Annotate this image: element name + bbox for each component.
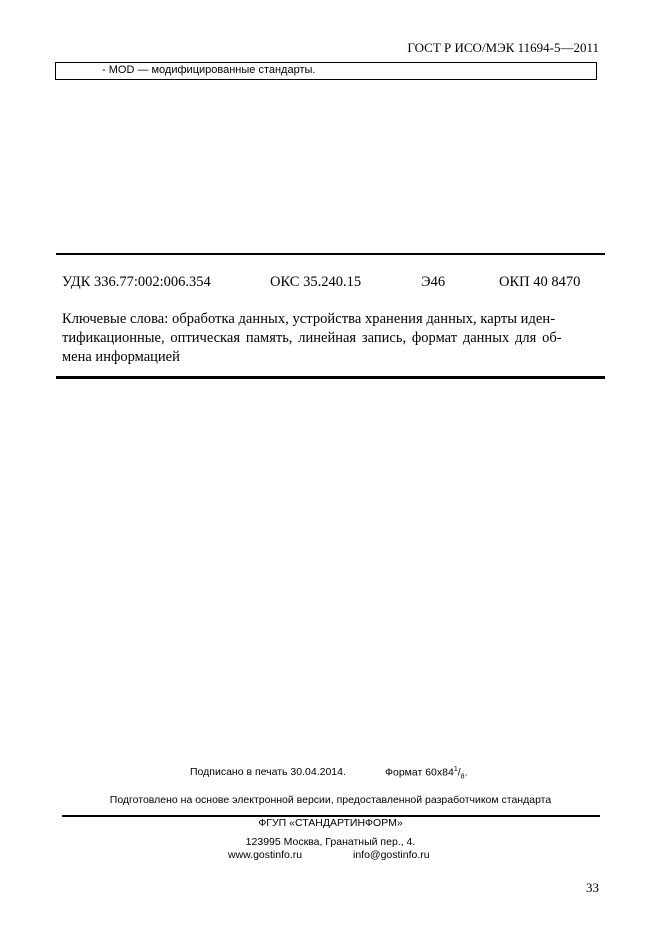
bottom-rule [56,376,605,379]
keywords-line: мена информацией [62,349,180,365]
oks-code: ОКС 35.240.15 [270,274,362,290]
email-link[interactable]: info@gostinfo.ru [353,849,430,861]
note-text: - MOD — модифицированные стандарты. [102,64,316,76]
keywords-line: тификационные, оптическая память, линейная запись, формат данных для об- [62,330,562,346]
e-code: Э46 [421,274,446,290]
prepared-note [0,794,661,806]
prepared-text: Подготовлено на основе электронной версии, предоставленной разработчиком стандарта [109,794,552,806]
publisher-name: ФГУП «СТАНДАРТИНФОРМ» [258,817,403,829]
format-label: Формат 60x84 [385,766,454,779]
okp-code: ОКП 40 8470 [499,274,581,290]
paper-format: Формат $60x84^1/_8$. [385,766,468,781]
signed-date: Подписано в печать 30.04.2014. [190,766,346,778]
top-rule [56,253,605,255]
note-box [55,62,597,80]
keywords-paragraph [62,310,597,367]
publisher-address: 123995 Москва, Гранатный пер., 4. [245,836,416,848]
udk-code: УДК 336.77:002:006.354 [62,274,211,290]
format-sub: 8 [460,773,465,781]
standard-code-header: ГОСТ Р ИСО/МЭК 11694-5—2011 [407,40,599,55]
format-end: . [464,766,468,779]
format-sup: 1 [453,766,458,773]
keywords-line: Ключевые слова: обработка данных, устройства хранения данных, карты иден- [62,311,556,327]
page-number: 33 [586,880,599,895]
website-link[interactable]: www.gostinfo.ru [228,849,303,861]
